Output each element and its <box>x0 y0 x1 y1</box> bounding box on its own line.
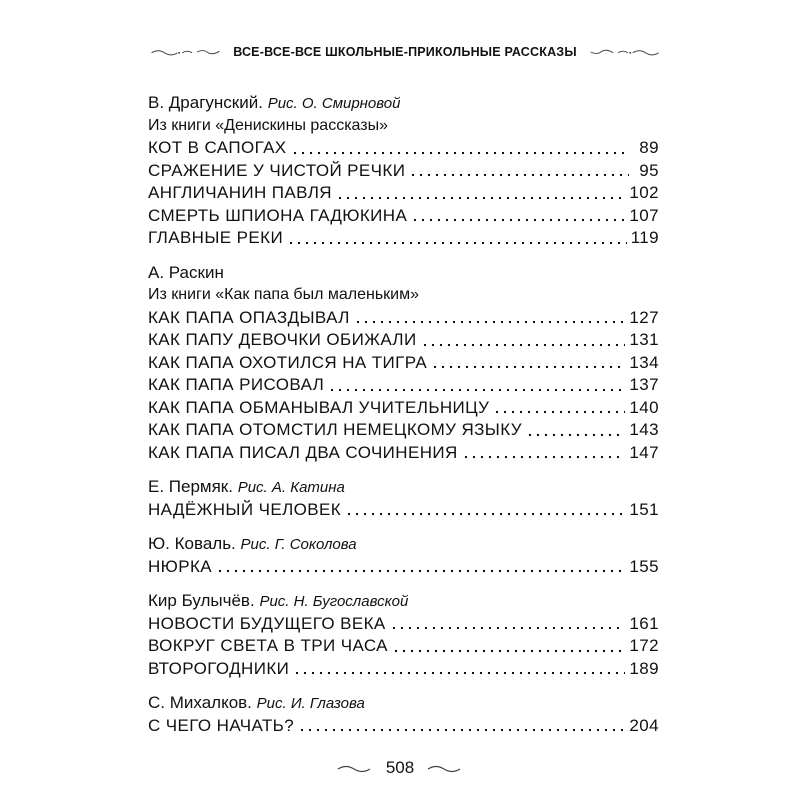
left-ornament-icon <box>150 47 221 57</box>
dot-leader <box>287 241 627 245</box>
entry-page: 151 <box>629 499 659 519</box>
left-footer-ornament-icon <box>336 763 376 773</box>
dot-leader <box>293 671 625 675</box>
right-ornament-icon <box>589 47 660 57</box>
toc-section <box>148 92 659 250</box>
illustrator-credit: Рис. И. Глазова <box>256 695 365 712</box>
author-name: С. Михалков. <box>148 693 252 712</box>
dot-leader <box>345 512 625 516</box>
table-of-contents <box>148 92 659 749</box>
entry-page: 204 <box>629 715 659 735</box>
entry-page: 119 <box>630 228 659 247</box>
toc-entry <box>148 182 659 205</box>
entry-title: КАК ПАПА ОТОМСТИЛ НЕМЕЦКОМУ ЯЗЫКУ <box>148 420 522 439</box>
entry-title: КАК ПАПА РИСОВАЛ <box>148 375 325 394</box>
entry-page: 131 <box>629 330 659 349</box>
author-line <box>148 533 659 556</box>
toc-section <box>148 476 659 521</box>
toc-entry <box>148 329 659 352</box>
toc-entry <box>148 374 659 397</box>
toc-entry <box>148 397 659 420</box>
toc-entry <box>148 442 659 465</box>
entry-page: 143 <box>629 420 659 439</box>
author-name: Е. Пермяк. <box>148 477 233 496</box>
author-line <box>148 590 659 613</box>
dot-leader <box>392 649 626 653</box>
entry-title: КАК ПАПА ПИСАЛ ДВА СОЧИНЕНИЯ <box>148 442 458 462</box>
dot-leader <box>298 728 625 732</box>
entry-title: СРАЖЕНИЕ У ЧИСТОЙ РЕЧКИ <box>148 160 406 180</box>
entry-title: КАК ПАПА ОБМАНЫВАЛ УЧИТЕЛЬНИЦУ <box>148 397 490 417</box>
page-number: 508 <box>385 758 415 777</box>
dot-leader <box>526 433 625 437</box>
author-name: Кир Булычёв. <box>148 591 255 610</box>
header-title: ВСЕ-ВСЕ-ВСЕ ШКОЛЬНЫЕ-ПРИКОЛЬНЫЕ РАССКАЗЫ <box>233 45 577 59</box>
toc-entry <box>148 556 659 579</box>
right-footer-ornament-icon <box>424 763 464 773</box>
entry-title: КАК ПАПУ ДЕВОЧКИ ОБИЖАЛИ <box>148 330 417 349</box>
author-name: В. Драгунский. <box>148 93 263 112</box>
entry-page: 89 <box>639 138 659 157</box>
toc-section <box>148 262 659 465</box>
illustrator-credit: Рис. Г. Соколова <box>240 536 357 553</box>
toc-entry <box>148 499 659 522</box>
entry-page: 161 <box>629 613 659 633</box>
entry-page: 102 <box>629 183 659 202</box>
book-source: Из книги «Денискины рассказы» <box>148 116 388 134</box>
entry-page: 127 <box>629 307 659 327</box>
toc-entry <box>148 227 659 250</box>
book-source: Из книги «Как папа был маленьким» <box>148 286 419 303</box>
entry-title: ГЛАВНЫЕ РЕКИ <box>148 228 284 247</box>
author-name: Ю. Коваль. <box>148 534 236 553</box>
toc-entry <box>148 160 659 183</box>
toc-section <box>148 533 659 578</box>
illustrator-credit: Рис. О. Смирновой <box>267 95 401 112</box>
entry-page: 189 <box>629 658 659 678</box>
dot-leader <box>409 173 629 177</box>
dot-leader <box>328 388 625 392</box>
entry-page: 140 <box>629 397 659 417</box>
entry-page: 134 <box>629 352 659 372</box>
entry-title: АНГЛИЧАНИН ПАВЛЯ <box>148 183 332 202</box>
toc-entry <box>148 635 659 658</box>
entry-title: НАДЁЖНЫЙ ЧЕЛОВЕК <box>148 499 342 519</box>
entry-page: 107 <box>629 205 659 225</box>
illustrator-credit: Рис. А. Катина <box>237 479 345 496</box>
dot-leader <box>421 343 626 347</box>
entry-title: НЮРКА <box>148 556 213 576</box>
entry-title: КАК ПАПА ОПАЗДЫВАЛ <box>148 307 350 327</box>
running-header <box>150 40 660 64</box>
dot-leader <box>390 626 626 630</box>
entry-title: СМЕРТЬ ШПИОНА ГАДЮКИНА <box>148 205 408 225</box>
dot-leader <box>291 151 629 155</box>
entry-page: 155 <box>629 556 659 576</box>
dot-leader <box>462 455 626 459</box>
dot-leader <box>336 196 625 200</box>
toc-entry <box>148 205 659 228</box>
dot-leader <box>354 320 626 324</box>
entry-title: НОВОСТИ БУДУЩЕГО ВЕКА <box>148 613 386 633</box>
dot-leader <box>493 410 625 414</box>
dot-leader <box>216 569 625 573</box>
entry-title: С ЧЕГО НАЧАТЬ? <box>148 715 295 735</box>
entry-title: КАК ПАПА ОХОТИЛСЯ НА ТИГРА <box>148 352 428 372</box>
entry-title: ВТОРОГОДНИКИ <box>148 658 290 678</box>
author-line <box>148 92 659 115</box>
author-line <box>148 476 659 499</box>
author-line <box>148 262 659 285</box>
illustrator-credit: Рис. Н. Бугославской <box>259 593 409 610</box>
entry-page: 172 <box>629 636 659 655</box>
dot-leader <box>411 218 625 222</box>
page-footer <box>320 756 480 780</box>
toc-section <box>148 590 659 680</box>
toc-entry <box>148 613 659 636</box>
entry-page: 95 <box>639 160 659 180</box>
entry-page: 137 <box>629 375 659 394</box>
toc-entry <box>148 307 659 330</box>
toc-entry <box>148 658 659 681</box>
entry-page: 147 <box>629 442 659 462</box>
author-line <box>148 692 659 715</box>
entry-title: КОТ В САПОГАХ <box>148 138 287 157</box>
dot-leader <box>431 365 625 369</box>
author-name: А. Раскин <box>148 262 224 282</box>
entry-title: ВОКРУГ СВЕТА В ТРИ ЧАСА <box>148 636 388 655</box>
toc-entry <box>148 715 659 738</box>
toc-section <box>148 692 659 737</box>
toc-entry <box>148 137 659 160</box>
toc-entry <box>148 352 659 375</box>
toc-entry <box>148 419 659 442</box>
